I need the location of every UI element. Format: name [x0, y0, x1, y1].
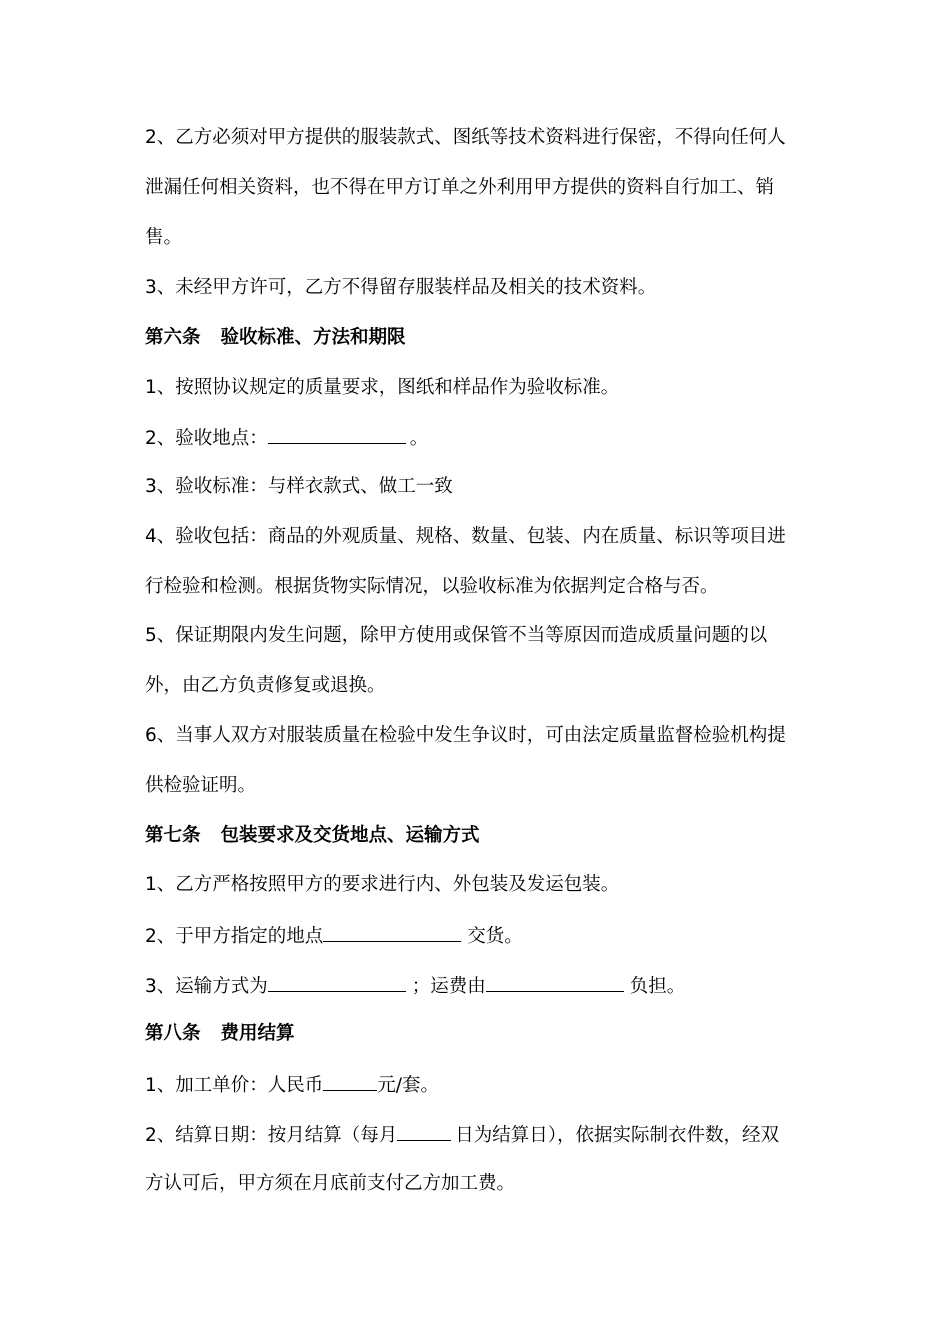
paragraph-7-2: 2、于甲方指定的地点 交货。 [145, 923, 523, 949]
settlement-day-blank [397, 1122, 451, 1141]
section-6-number: 第六条 [145, 327, 201, 348]
paragraph-5-2-line-1: 2、乙方必须对甲方提供的服装款式、图纸等技术资料进行保密，不得向任何人 [145, 127, 786, 148]
section-6-title: 验收标准、方法和期限 [220, 327, 406, 348]
section-6-heading [145, 326, 406, 350]
paragraph-7-1: 1、乙方严格按照甲方的要求进行内、外包装及发运包装。 [145, 874, 620, 895]
inspection-location-blank [268, 425, 406, 444]
paragraph-6-1: 1、按照协议规定的质量要求，图纸和样品作为验收标准。 [145, 377, 620, 398]
paragraph-5-2-line-2: 泄漏任何相关资料，也不得在甲方订单之外利用甲方提供的资料自行加工、销 [145, 177, 775, 198]
paragraph-5-2-line-3: 售。 [145, 227, 183, 248]
section-8-heading [145, 1022, 295, 1046]
paragraph-6-6-line-2: 供检验证明。 [145, 775, 257, 796]
paragraph-5-3: 3、未经甲方许可，乙方不得留存服装样品及相关的技术资料。 [145, 277, 657, 298]
section-7-heading [145, 824, 480, 848]
paragraph-8-2-line-1: 2、结算日期：按月结算（每月 日为结算日），依据实际制衣件数，经双 [145, 1122, 779, 1148]
paragraph-6-4-line-2: 行检验和检测。根据货物实际情况，以验收标准为依据判定合格与否。 [145, 576, 719, 597]
paragraph-6-5-line-1: 5、保证期限内发生问题，除甲方使用或保管不当等原因而造成质量问题的以 [145, 625, 768, 646]
section-8-number: 第八条 [145, 1023, 201, 1044]
paragraph-8-2-line-2: 方认可后，甲方须在月底前支付乙方加工费。 [145, 1173, 516, 1194]
paragraph-6-3: 3、验收标准：与样衣款式、做工一致 [145, 476, 453, 497]
paragraph-6-2: 2、验收地点： 。 [145, 425, 428, 451]
delivery-location-blank [323, 923, 461, 942]
paragraph-8-1: 1、加工单价：人民币 元/套。 [145, 1072, 439, 1098]
paragraph-6-6-line-1: 6、当事人双方对服装质量在检验中发生争议时，可由法定质量监督检验机构提 [145, 725, 786, 746]
freight-payer-blank [486, 973, 624, 992]
paragraph-7-3: 3、运输方式为 ；运费由 负担。 [145, 973, 685, 999]
transport-method-blank [268, 973, 406, 992]
paragraph-6-5-line-2: 外，由乙方负责修复或退换。 [145, 675, 386, 696]
section-7-number: 第七条 [145, 825, 201, 846]
unit-price-blank [323, 1072, 377, 1091]
section-8-title: 费用结算 [220, 1023, 295, 1044]
paragraph-6-4-line-1: 4、验收包括：商品的外观质量、规格、数量、包装、内在质量、标识等项目进 [145, 526, 786, 547]
section-7-title: 包装要求及交货地点、运输方式 [220, 825, 480, 846]
